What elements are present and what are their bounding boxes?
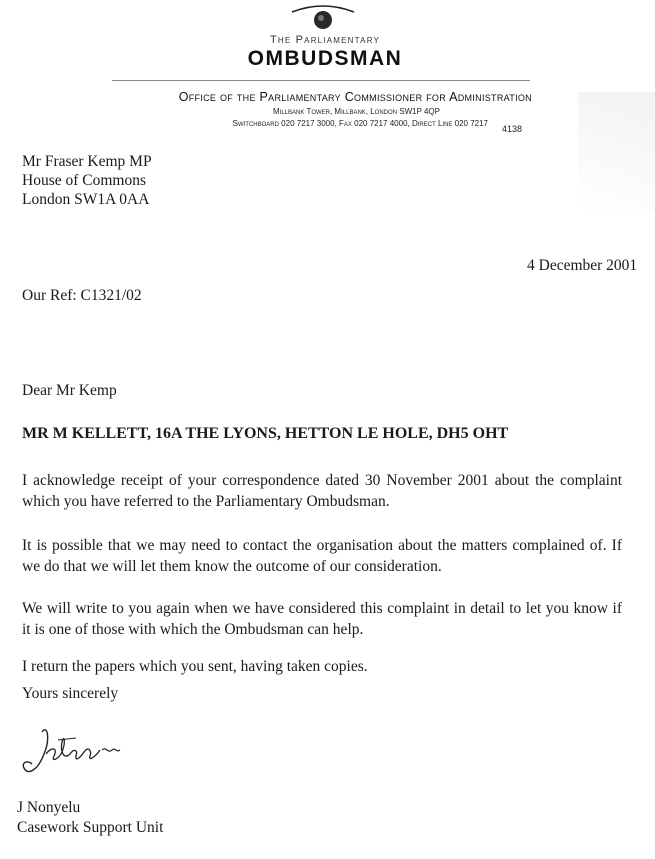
- letterhead-rule: [112, 80, 530, 81]
- office-phones: Switchboard 020 7217 3000, Fax 020 7217 4000, Direct Line 020 7217: [232, 119, 488, 128]
- body-paragraph: We will write to you again when we have considered this complaint in detail to let you know if it is one of those with which the Ombudsman can help.: [22, 600, 622, 638]
- office-title: Office of the Parliamentary Commissioner for Administration: [178, 90, 532, 104]
- recipient-address-line: London SW1A 0AA: [22, 191, 150, 208]
- body-paragraph: I return the papers which you sent, having taken copies.: [22, 658, 368, 675]
- org-name-small: The Parliamentary: [269, 34, 381, 46]
- scan-shadow: [578, 92, 655, 212]
- closing: Yours sincerely: [22, 685, 119, 702]
- reference: Our Ref: C1321/02: [22, 287, 142, 304]
- direct-extension: 4138: [502, 124, 523, 134]
- crest-logo: [288, 2, 358, 32]
- org-name: OMBUDSMAN: [247, 47, 403, 70]
- letter-date: 4 December 2001: [527, 257, 638, 274]
- recipient-name: Mr Fraser Kemp MP: [22, 153, 152, 170]
- salutation: Dear Mr Kemp: [22, 382, 117, 399]
- recipient-address-line: House of Commons: [22, 172, 146, 189]
- subject-line: MR M KELLETT, 16A THE LYONS, HETTON LE HOLE, DH5 OHT: [22, 425, 509, 442]
- signatory-unit: Casework Support Unit: [17, 819, 164, 836]
- office-address: Millbank Tower, Millbank, London SW1P 4QP: [273, 107, 440, 116]
- body-paragraph: It is possible that we may need to contact the organisation about the matters complained of. If we do that we will let them know the outcome of our consideration.: [22, 537, 622, 575]
- signatory-name: J Nonyelu: [17, 799, 81, 816]
- handwritten-signature: [18, 720, 128, 782]
- body-paragraph: I acknowledge receipt of your correspondence dated 30 November 2001 about the complaint which you have referred to the Parliamentary Ombudsman.: [22, 472, 622, 510]
